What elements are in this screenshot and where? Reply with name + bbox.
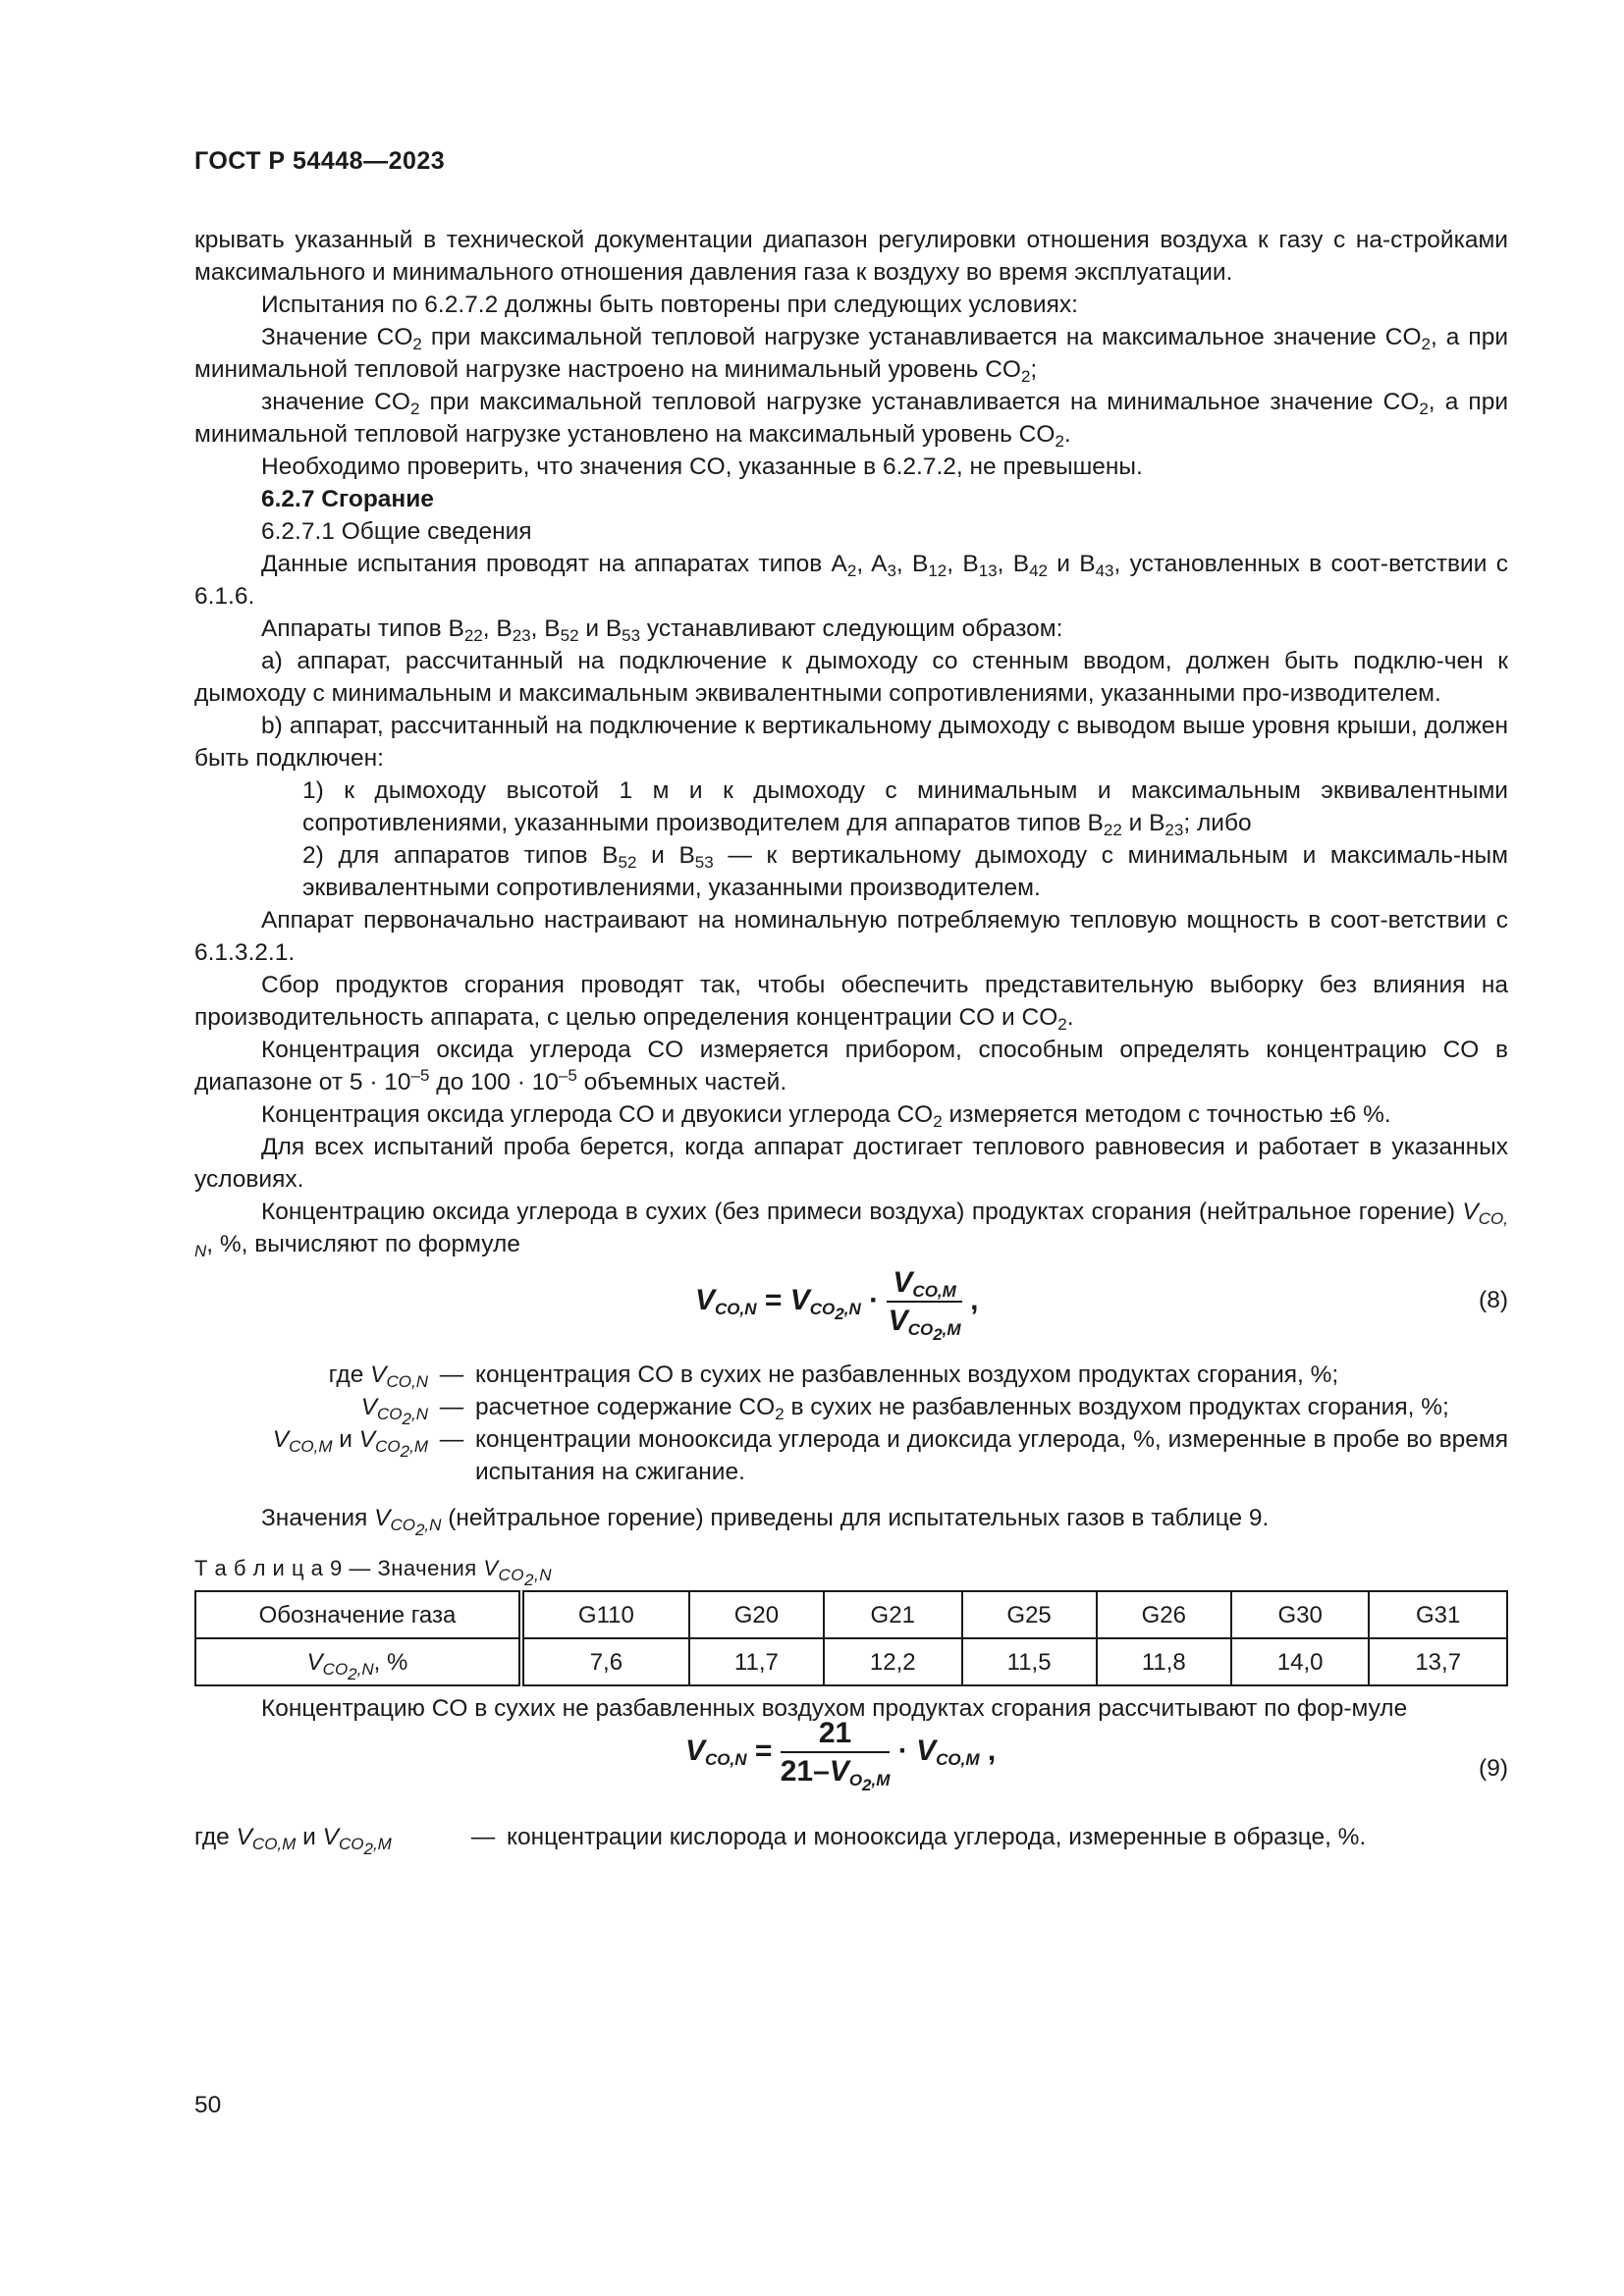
gas-name-cell: G21 [824,1591,962,1638]
paragraph: Для всех испытаний проба берется, когда аппарат достигает теплового равновесия и работает в указанных условиях. [194,1134,1508,1193]
value-cell: 12,2 [824,1638,962,1685]
section-title: 6.2.7 Сгорание [261,486,434,512]
paragraph: Аппарат первоначально настраивают на номинальную потребляемую тепловую мощность в соот-ветствии с 6.1.3.2.1. [194,907,1508,966]
paragraph: Сбор продуктов сгорания проводят так, чтобы обеспечить представительную выборку без влияния на производительность аппарата, с целью определения концентрации CO и $CO_2$. [194,972,1508,1034]
formula-9-expression: $V_{CO,N}$ = $\frac{21}{21-V_{O_2,M}}$ · $V_{CO,M}$ , [685,1717,997,1794]
paragraph: Концентрация оксида углерода CO измеряется прибором, способным определять концентрацию CO в диапазоне от $5 \cdot 10^{-5}$ до $100 \cdot 10^{-5}$ объемных частей. [194,1037,1508,1095]
table-row [195,1638,1507,1685]
value-cell: 7,6 [521,1638,689,1685]
formula-9-number: (9) [1479,1755,1508,1782]
value-cell: 14,0 [1231,1638,1370,1685]
paragraph: Аппараты типов $B_{22}$, $B_{23}$, $B_{52}$ и $B_{53}$ устанавливают следующим образом: [261,615,1063,645]
value-cell: 11,5 [962,1638,1097,1685]
table-caption: Т а б л и ц а 9 — Значения $V_{CO_2,N}$ [194,1556,552,1589]
gas-name-cell: G26 [1097,1591,1231,1638]
gas-name-cell: G20 [689,1591,824,1638]
formula-8-number: (8) [1479,1287,1508,1313]
gas-name-cell: G25 [962,1591,1097,1638]
paragraph: крывать указанный в технической документации диапазон регулировки отношения воздуха к газу с на-стройками максимального и минимального отношения давления газа к воздуху во время эксплуатации. [194,227,1508,286]
gas-values-table [194,1590,1508,1686]
gas-name-cell: G31 [1369,1591,1507,1638]
list-item: a) аппарат, рассчитанный на подключение к дымоходу со стенным вводом, должен быть подклю-чен к дымоходу с минимальным и максимальным эквивалентными сопротивлениями, указанными про-изводителем. [194,648,1508,707]
subsection-title: 6.2.7.1 Общие сведения [261,518,532,545]
list-item: b) аппарат, рассчитанный на подключение к вертикальному дымоходу с выводом выше уровня крыши, должен быть подключен: [194,713,1508,772]
formula-8-definitions [194,1359,1508,1488]
paragraph: Концентрация оксида углерода CO и двуокиси углерода $CO_2$ измеряется методом с точностью ±6 %. [261,1101,1391,1131]
paragraph: Необходимо проверить, что значения CO, указанные в 6.2.7.2, не превышены. [261,454,1143,480]
value-cell: 11,8 [1097,1638,1231,1685]
paragraph: Значения $V_{CO_2,N}$ (нейтральное горение) приведены для испытательных газов в таблице 9. [261,1505,1270,1539]
value-cell: 11,7 [689,1638,824,1685]
document-header: ГОСТ Р 54448—2023 [194,147,446,175]
table-header-row [195,1591,1507,1638]
table-row-label: $V_{CO_2,N}$, % [195,1638,521,1685]
gas-name-cell: G30 [1231,1591,1370,1638]
paragraph: Концентрацию CO в сухих не разбавленных воздухом продуктах сгорания рассчитывают по фор-муле [261,1695,1408,1722]
paragraph: Значение $CO_2$ при максимальной тепловой нагрузке устанавливается на максимальное значение $CO_2$, а при минимальной тепловой нагрузке настроено на минимальный уровень $CO_2$; [194,324,1508,386]
formula-8-expression: $V_{CO,N} = V_{CO_2,N}$ · $\frac{V_{CO,M}}{V_{CO_2,M}}$ , [695,1266,979,1344]
paragraph: Концентрацию оксида углерода в сухих (без примеси воздуха) продуктах сгорания (нейтральное горение) $V_{CO, N}$, %, вычисляют по формуле [194,1199,1508,1260]
value-cell: 13,7 [1369,1638,1507,1685]
formula-9-definition: где $V_{CO,M}$ и $V_{CO_2,M}$ — концентрации кислорода и монооксида углерода, измеренные в образце, %. [194,1824,1367,1858]
formula-9-fraction: $\frac{21}{21-V_{O_2,M}}$ [780,1717,891,1794]
page-content [194,224,1508,1858]
formula-9 [194,1717,1508,1807]
table-header-label: Обозначение газа [195,1591,521,1638]
definition-row: $V_{CO_2,N}$ — расчетное содержание $CO_2$ в сухих не разбавленных воздухом продуктах сгорания, %; [360,1394,1449,1428]
paragraph: значение $CO_2$ при максимальной тепловой нагрузке устанавливается на минимальное значение $CO_2$, а при минимальной тепловой нагрузке установлено на максимальный уровень $CO_2$. [194,389,1508,451]
definition-row: $V_{CO,M}$ и $V_{CO_2,M}$ — концентрации монооксида углерода и диоксида углерода, %, измеренные в пробе во время испытания на сжигание. [272,1426,1508,1485]
page-number: 50 [194,2092,222,2118]
sub-list-item: 1) к дымоходу высотой 1 м и к дымоходу с минимальным и максимальным эквивалентными сопротивлениями, указанными производителем для аппаратов типов $B_{22}$ и $B_{23}$; либо [302,777,1508,839]
formula-8-fraction: $\frac{V_{CO,M}}{V_{CO_2,M}}$ [888,1266,961,1344]
paragraph: Данные испытания проводят на аппаратах типов $A_2$, $A_3$, $B_{12}$, $B_{13}$, $B_{42}$ и $B_{43}$, установленных в соот-ветствии с 6.1.6. [194,551,1508,610]
gas-name-cell: G110 [521,1591,689,1638]
paragraph: Испытания по 6.2.7.2 должны быть повторены при следующих условиях: [261,292,1078,318]
definition-row: где $V_{CO,N}$ — концентрация CO в сухих не разбавленных воздухом продуктах сгорания, %; [328,1362,1339,1391]
sub-list-item: 2) для аппаратов типов $B_{52}$ и $B_{53}$ — к вертикальному дымоходу с минимальным и максималь-ным эквивалентными сопротивлениями, указанными производителем. [302,842,1508,901]
formula-8 [194,1260,1508,1355]
